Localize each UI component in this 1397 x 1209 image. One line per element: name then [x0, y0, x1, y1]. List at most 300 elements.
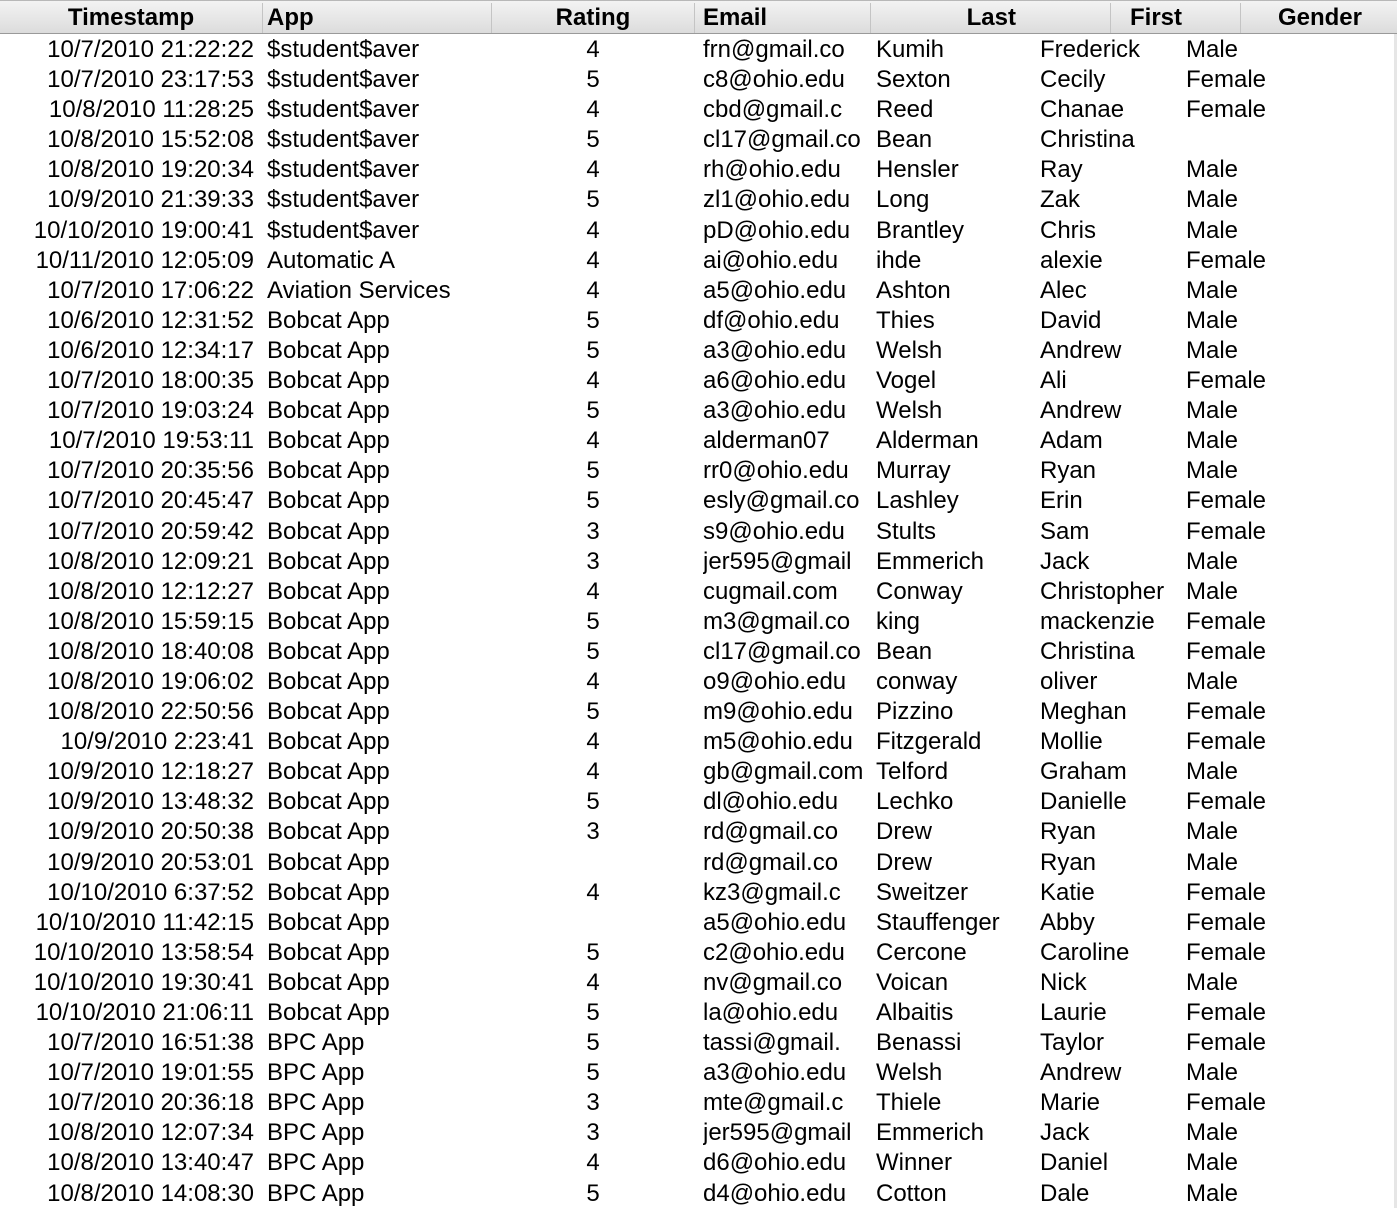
cell-app[interactable]: $student$aver	[267, 186, 420, 214]
cell-gender[interactable]: Male	[1186, 336, 1239, 364]
cell-email[interactable]: d4@ohio.edu	[703, 1179, 847, 1207]
cell-first[interactable]: Graham	[1040, 758, 1127, 786]
cell-timestamp[interactable]: 10/10/2010 19:30:41	[33, 968, 254, 996]
table-row[interactable]	[0, 1148, 1397, 1178]
cell-last[interactable]: Bean	[876, 126, 933, 154]
cell-last[interactable]: Reed	[876, 96, 934, 124]
cell-first[interactable]: Caroline	[1040, 938, 1130, 966]
cell-rating[interactable]: 4	[586, 1149, 600, 1177]
cell-first[interactable]: Ryan	[1040, 818, 1097, 846]
column-divider[interactable]	[694, 3, 695, 33]
table-row[interactable]	[0, 336, 1397, 366]
cell-rating[interactable]: 5	[586, 698, 600, 726]
cell-first[interactable]: alexie	[1040, 246, 1103, 274]
cell-first[interactable]: Daniel	[1040, 1149, 1109, 1177]
cell-rating[interactable]: 5	[586, 637, 600, 665]
cell-rating[interactable]: 4	[586, 246, 600, 274]
table-row[interactable]	[0, 306, 1397, 336]
cell-app[interactable]: Bobcat App	[267, 878, 390, 906]
cell-rating[interactable]: 3	[586, 547, 600, 575]
cell-app[interactable]: Bobcat App	[267, 397, 390, 425]
table-row[interactable]	[0, 968, 1397, 998]
cell-email[interactable]: rr0@ohio.edu	[703, 457, 849, 485]
cell-first[interactable]: Frederick	[1040, 36, 1141, 63]
cell-timestamp[interactable]: 10/8/2010 14:08:30	[47, 1179, 254, 1207]
table-row[interactable]	[0, 577, 1397, 607]
cell-first[interactable]: Marie	[1040, 1089, 1101, 1117]
cell-app[interactable]: $student$aver	[267, 156, 420, 184]
cell-first[interactable]: Abby	[1040, 908, 1095, 936]
cell-email[interactable]: o9@ohio.edu	[703, 667, 847, 695]
cell-timestamp[interactable]: 10/8/2010 13:40:47	[47, 1149, 254, 1177]
cell-timestamp[interactable]: 10/10/2010 11:42:15	[35, 908, 254, 936]
table-row[interactable]	[0, 185, 1397, 215]
cell-first[interactable]: Chris	[1040, 216, 1097, 244]
cell-rating[interactable]: 5	[586, 397, 600, 425]
cell-email[interactable]: kz3@gmail.c	[703, 878, 841, 906]
cell-gender[interactable]: Female	[1186, 96, 1267, 124]
cell-email[interactable]: rd@gmail.co	[703, 818, 839, 846]
cell-gender[interactable]: Male	[1186, 1179, 1239, 1207]
cell-timestamp[interactable]: 10/10/2010 6:37:52	[47, 878, 254, 906]
cell-first[interactable]: Chanae	[1040, 96, 1125, 124]
cell-last[interactable]: Long	[876, 186, 930, 214]
cell-rating[interactable]: 5	[586, 788, 600, 816]
cell-first[interactable]: Ryan	[1040, 848, 1097, 876]
cell-email[interactable]: jer595@gmail	[703, 1119, 852, 1147]
cell-last[interactable]: Stults	[876, 517, 937, 545]
cell-timestamp[interactable]: 10/6/2010 12:31:52	[47, 306, 254, 334]
cell-first[interactable]: Dale	[1040, 1179, 1090, 1207]
cell-timestamp[interactable]: 10/9/2010 20:50:38	[47, 818, 254, 846]
cell-gender[interactable]: Male	[1186, 216, 1239, 244]
cell-rating[interactable]: 5	[586, 126, 600, 154]
table-row[interactable]	[0, 908, 1397, 938]
cell-last[interactable]: Emmerich	[876, 547, 985, 575]
table-row[interactable]	[0, 456, 1397, 486]
table-row[interactable]	[0, 35, 1397, 65]
cell-timestamp[interactable]: 10/7/2010 20:36:18	[47, 1089, 254, 1117]
cell-gender[interactable]: Male	[1186, 547, 1239, 575]
cell-timestamp[interactable]: 10/8/2010 11:28:25	[48, 96, 254, 124]
cell-app[interactable]: Bobcat App	[267, 336, 390, 364]
cell-last[interactable]: Sexton	[876, 66, 951, 94]
cell-app[interactable]: Aviation Services	[267, 276, 451, 304]
cell-first[interactable]: Alec	[1040, 276, 1087, 304]
table-row[interactable]	[0, 216, 1397, 246]
cell-email[interactable]: m5@ohio.edu	[703, 728, 853, 756]
cell-last[interactable]: ihde	[876, 246, 922, 274]
cell-app[interactable]: $student$aver	[267, 66, 420, 94]
cell-gender[interactable]: Female	[1186, 698, 1267, 726]
cell-first[interactable]: Andrew	[1040, 1059, 1122, 1087]
cell-gender[interactable]: Female	[1186, 908, 1267, 936]
cell-rating[interactable]: 4	[586, 36, 600, 63]
cell-timestamp[interactable]: 10/7/2010 20:59:42	[47, 517, 254, 545]
cell-app[interactable]: Bobcat App	[267, 427, 390, 455]
cell-gender[interactable]: Male	[1186, 968, 1239, 996]
cell-rating[interactable]: 5	[586, 457, 600, 485]
table-row[interactable]	[0, 938, 1397, 968]
column-header-email[interactable]: Email	[703, 4, 768, 31]
cell-app[interactable]: Bobcat App	[267, 607, 390, 635]
cell-app[interactable]: Bobcat App	[267, 517, 390, 545]
cell-first[interactable]: Christina	[1040, 637, 1135, 665]
cell-gender[interactable]: Female	[1186, 637, 1267, 665]
cell-timestamp[interactable]: 10/11/2010 12:05:09	[35, 246, 254, 274]
cell-app[interactable]: Bobcat App	[267, 758, 390, 786]
cell-gender[interactable]: Male	[1186, 276, 1239, 304]
table-row[interactable]	[0, 817, 1397, 847]
table-row[interactable]	[0, 125, 1397, 155]
cell-first[interactable]: Nick	[1040, 968, 1087, 996]
cell-email[interactable]: df@ohio.edu	[703, 306, 840, 334]
cell-first[interactable]: Katie	[1040, 878, 1095, 906]
cell-rating[interactable]: 4	[586, 758, 600, 786]
cell-last[interactable]: Kumih	[876, 36, 945, 63]
cell-rating[interactable]: 4	[586, 968, 600, 996]
cell-timestamp[interactable]: 10/9/2010 13:48:32	[47, 788, 254, 816]
cell-last[interactable]: Thiele	[876, 1089, 942, 1117]
cell-app[interactable]: Bobcat App	[267, 667, 390, 695]
cell-app[interactable]: Bobcat App	[267, 487, 390, 515]
cell-rating[interactable]: 4	[586, 878, 600, 906]
cell-first[interactable]: Laurie	[1040, 999, 1107, 1026]
cell-timestamp[interactable]: 10/7/2010 19:01:55	[47, 1059, 254, 1087]
cell-gender[interactable]: Female	[1186, 487, 1267, 515]
table-row[interactable]	[0, 95, 1397, 125]
cell-timestamp[interactable]: 10/9/2010 2:23:41	[60, 728, 254, 756]
cell-timestamp[interactable]: 10/8/2010 12:09:21	[47, 547, 254, 575]
cell-first[interactable]: mackenzie	[1040, 607, 1155, 635]
cell-last[interactable]: Drew	[876, 818, 933, 846]
column-divider[interactable]	[491, 3, 492, 33]
cell-timestamp[interactable]: 10/9/2010 12:18:27	[47, 758, 254, 786]
column-header-app[interactable]: App	[267, 4, 314, 31]
cell-app[interactable]: Bobcat App	[267, 938, 390, 966]
cell-gender[interactable]: Male	[1186, 457, 1239, 485]
column-header-rating[interactable]: Rating	[555, 4, 631, 31]
cell-timestamp[interactable]: 10/7/2010 19:53:11	[48, 427, 254, 455]
column-header-gender[interactable]: Gender	[1277, 4, 1362, 31]
cell-first[interactable]: Mollie	[1040, 728, 1103, 756]
cell-last[interactable]: Sweitzer	[876, 878, 969, 906]
cell-gender[interactable]: Female	[1186, 66, 1267, 94]
cell-gender[interactable]: Male	[1186, 156, 1239, 184]
cell-gender[interactable]: Male	[1186, 427, 1239, 455]
table-row[interactable]	[0, 517, 1397, 547]
cell-rating[interactable]: 4	[586, 577, 600, 605]
cell-app[interactable]: $student$aver	[267, 96, 420, 124]
cell-rating[interactable]: 4	[586, 96, 600, 124]
cell-first[interactable]: Andrew	[1040, 397, 1122, 425]
cell-rating[interactable]: 5	[586, 938, 600, 966]
cell-timestamp[interactable]: 10/7/2010 16:51:38	[47, 1029, 254, 1057]
cell-email[interactable]: la@ohio.edu	[703, 999, 839, 1026]
cell-email[interactable]: jer595@gmail	[703, 547, 852, 575]
column-divider[interactable]	[870, 3, 871, 33]
cell-last[interactable]: Welsh	[876, 397, 943, 425]
cell-email[interactable]: cl17@gmail.co	[703, 126, 861, 154]
cell-last[interactable]: Lechko	[876, 788, 954, 816]
cell-app[interactable]: Bobcat App	[267, 698, 390, 726]
cell-rating[interactable]: 3	[586, 517, 600, 545]
cell-timestamp[interactable]: 10/10/2010 21:06:11	[35, 999, 254, 1026]
cell-email[interactable]: s9@ohio.edu	[703, 517, 845, 545]
cell-rating[interactable]: 3	[586, 1089, 600, 1117]
cell-first[interactable]: Ali	[1040, 367, 1067, 395]
cell-gender[interactable]: Male	[1186, 306, 1239, 334]
cell-timestamp[interactable]: 10/7/2010 17:06:22	[47, 276, 254, 304]
cell-last[interactable]: Fitzgerald	[876, 728, 982, 756]
cell-first[interactable]: David	[1040, 306, 1102, 334]
cell-rating[interactable]: 5	[586, 336, 600, 364]
cell-email[interactable]: dl@ohio.edu	[703, 788, 839, 816]
cell-email[interactable]: m3@gmail.co	[703, 607, 851, 635]
cell-rating[interactable]: 5	[586, 66, 600, 94]
cell-timestamp[interactable]: 10/7/2010 18:00:35	[47, 367, 254, 395]
table-row[interactable]	[0, 637, 1397, 667]
cell-app[interactable]: Bobcat App	[267, 908, 390, 936]
cell-last[interactable]: Welsh	[876, 1059, 943, 1087]
cell-rating[interactable]: 4	[586, 216, 600, 244]
table-row[interactable]	[0, 787, 1397, 817]
cell-app[interactable]: $student$aver	[267, 126, 420, 154]
cell-gender[interactable]: Female	[1186, 607, 1267, 635]
cell-last[interactable]: Murray	[876, 457, 951, 485]
cell-rating[interactable]: 4	[586, 367, 600, 395]
cell-gender[interactable]: Male	[1186, 1149, 1239, 1177]
cell-gender[interactable]: Female	[1186, 1089, 1267, 1117]
cell-rating[interactable]: 5	[586, 1179, 600, 1207]
cell-app[interactable]: Bobcat App	[267, 848, 390, 876]
cell-rating[interactable]: 5	[586, 999, 600, 1026]
cell-gender[interactable]: Female	[1186, 367, 1267, 395]
cell-last[interactable]: Telford	[876, 758, 949, 786]
cell-first[interactable]: Ray	[1040, 156, 1083, 184]
cell-timestamp[interactable]: 10/7/2010 21:22:22	[47, 36, 254, 63]
cell-gender[interactable]: Male	[1186, 36, 1239, 63]
cell-rating[interactable]: 3	[586, 1119, 600, 1147]
cell-first[interactable]: Ryan	[1040, 457, 1097, 485]
cell-last[interactable]: Voican	[876, 968, 949, 996]
cell-rating[interactable]: 4	[586, 427, 600, 455]
cell-first[interactable]: Jack	[1040, 547, 1090, 575]
cell-gender[interactable]: Male	[1186, 848, 1239, 876]
cell-email[interactable]: pD@ohio.edu	[703, 216, 851, 244]
cell-email[interactable]: alderman07	[703, 427, 830, 455]
cell-email[interactable]: esly@gmail.co	[703, 487, 860, 515]
cell-last[interactable]: Ashton	[876, 276, 951, 304]
cell-last[interactable]: king	[876, 607, 921, 635]
cell-gender[interactable]: Female	[1186, 999, 1267, 1026]
cell-email[interactable]: a3@ohio.edu	[703, 336, 847, 364]
cell-gender[interactable]: Male	[1186, 758, 1239, 786]
cell-gender[interactable]: Female	[1186, 728, 1267, 756]
cell-app[interactable]: BPC App	[267, 1089, 365, 1117]
cell-gender[interactable]: Female	[1186, 246, 1267, 274]
column-header-first[interactable]: First	[1129, 4, 1182, 31]
cell-app[interactable]: Bobcat App	[267, 577, 390, 605]
cell-first[interactable]: Erin	[1040, 487, 1083, 515]
cell-first[interactable]: Taylor	[1040, 1029, 1105, 1057]
cell-last[interactable]: Thies	[876, 306, 935, 334]
cell-app[interactable]: Bobcat App	[267, 968, 390, 996]
cell-rating[interactable]	[545, 848, 641, 878]
cell-app[interactable]: Bobcat App	[267, 818, 390, 846]
cell-timestamp[interactable]: 10/7/2010 20:35:56	[47, 457, 254, 485]
cell-rating[interactable]: 5	[586, 186, 600, 214]
cell-last[interactable]: Bean	[876, 637, 933, 665]
cell-app[interactable]: BPC App	[267, 1179, 365, 1207]
cell-email[interactable]: frn@gmail.co	[703, 36, 845, 63]
cell-email[interactable]: cugmail.com	[703, 577, 838, 605]
cell-email[interactable]: a5@ohio.edu	[703, 276, 847, 304]
cell-email[interactable]: gb@gmail.com	[703, 758, 864, 786]
cell-email[interactable]: rh@ohio.edu	[703, 156, 841, 184]
cell-gender[interactable]: Male	[1186, 186, 1239, 214]
cell-app[interactable]: BPC App	[267, 1119, 365, 1147]
cell-email[interactable]: a6@ohio.edu	[703, 367, 847, 395]
cell-gender[interactable]: Female	[1186, 788, 1267, 816]
cell-rating[interactable]: 5	[586, 306, 600, 334]
cell-timestamp[interactable]: 10/8/2010 18:40:08	[47, 637, 254, 665]
cell-timestamp[interactable]: 10/7/2010 19:03:24	[47, 397, 254, 425]
cell-email[interactable]: a5@ohio.edu	[703, 908, 847, 936]
cell-gender[interactable]: Male	[1186, 1059, 1239, 1087]
cell-email[interactable]: a3@ohio.edu	[703, 1059, 847, 1087]
table-row[interactable]	[0, 848, 1397, 878]
cell-last[interactable]: Benassi	[876, 1029, 962, 1057]
cell-gender[interactable]: Female	[1186, 878, 1267, 906]
column-header-last[interactable]: Last	[966, 4, 1016, 31]
cell-app[interactable]: Bobcat App	[267, 637, 390, 665]
table-row[interactable]	[0, 757, 1397, 787]
cell-timestamp[interactable]: 10/8/2010 15:52:08	[47, 126, 254, 154]
cell-rating[interactable]: 3	[586, 818, 600, 846]
cell-email[interactable]: cl17@gmail.co	[703, 637, 861, 665]
cell-last[interactable]: conway	[876, 667, 958, 695]
cell-first[interactable]: Christina	[1040, 126, 1135, 154]
cell-email[interactable]: cbd@gmail.c	[703, 96, 843, 124]
cell-timestamp[interactable]: 10/10/2010 13:58:54	[33, 938, 254, 966]
column-divider[interactable]	[262, 3, 263, 33]
cell-first[interactable]: Sam	[1040, 517, 1090, 545]
cell-email[interactable]: mte@gmail.c	[703, 1089, 844, 1117]
cell-last[interactable]: Stauffenger	[876, 908, 1000, 936]
cell-email[interactable]: c8@ohio.edu	[703, 66, 845, 94]
cell-timestamp[interactable]: 10/9/2010 20:53:01	[47, 848, 254, 876]
cell-app[interactable]: $student$aver	[267, 36, 420, 63]
cell-email[interactable]: m9@ohio.edu	[703, 698, 853, 726]
cell-last[interactable]: Alderman	[876, 427, 979, 455]
cell-rating[interactable]: 5	[586, 487, 600, 515]
table-row[interactable]	[0, 878, 1397, 908]
cell-app[interactable]: Bobcat App	[267, 999, 390, 1026]
table-row[interactable]	[0, 246, 1397, 276]
table-row[interactable]	[0, 727, 1397, 757]
table-row[interactable]	[0, 667, 1397, 697]
cell-gender[interactable]: Male	[1186, 1119, 1239, 1147]
cell-rating[interactable]: 5	[586, 1029, 600, 1057]
cell-app[interactable]: Automatic A	[267, 246, 396, 274]
cell-first[interactable]: Danielle	[1040, 788, 1127, 816]
table-row[interactable]	[0, 697, 1397, 727]
cell-first[interactable]: oliver	[1040, 667, 1098, 695]
cell-email[interactable]: a3@ohio.edu	[703, 397, 847, 425]
cell-first[interactable]: Christopher	[1040, 577, 1165, 605]
cell-rating[interactable]	[545, 908, 641, 938]
cell-timestamp[interactable]: 10/8/2010 12:12:27	[47, 577, 254, 605]
table-row[interactable]	[0, 1028, 1397, 1058]
cell-rating[interactable]: 4	[586, 667, 600, 695]
cell-app[interactable]: Bobcat App	[267, 367, 390, 395]
cell-first[interactable]: Zak	[1040, 186, 1081, 214]
cell-timestamp[interactable]: 10/7/2010 20:45:47	[47, 487, 254, 515]
cell-app[interactable]: Bobcat App	[267, 306, 390, 334]
cell-last[interactable]: Welsh	[876, 336, 943, 364]
table-row[interactable]	[0, 1118, 1397, 1148]
table-row[interactable]	[0, 1179, 1397, 1209]
cell-email[interactable]: ai@ohio.edu	[703, 246, 839, 274]
table-row[interactable]	[0, 998, 1397, 1028]
table-row[interactable]	[0, 396, 1397, 426]
cell-first[interactable]: Adam	[1040, 427, 1103, 455]
cell-email[interactable]: d6@ohio.edu	[703, 1149, 847, 1177]
cell-app[interactable]: BPC App	[267, 1059, 365, 1087]
table-row[interactable]	[0, 486, 1397, 516]
table-row[interactable]	[0, 607, 1397, 637]
cell-last[interactable]: Drew	[876, 848, 933, 876]
cell-rating[interactable]: 4	[586, 728, 600, 756]
cell-app[interactable]: BPC App	[267, 1149, 365, 1177]
table-row[interactable]	[0, 547, 1397, 577]
cell-gender[interactable]: Male	[1186, 577, 1239, 605]
cell-rating[interactable]: 4	[586, 156, 600, 184]
cell-app[interactable]: Bobcat App	[267, 788, 390, 816]
cell-last[interactable]: Cotton	[876, 1179, 947, 1207]
cell-email[interactable]: nv@gmail.co	[703, 968, 843, 996]
cell-app[interactable]: Bobcat App	[267, 547, 390, 575]
cell-timestamp[interactable]: 10/7/2010 23:17:53	[47, 66, 254, 94]
cell-timestamp[interactable]: 10/10/2010 19:00:41	[33, 216, 254, 244]
cell-last[interactable]: Winner	[876, 1149, 953, 1177]
table-row[interactable]	[0, 1058, 1397, 1088]
table-row[interactable]	[0, 276, 1397, 306]
cell-last[interactable]: Hensler	[876, 156, 959, 184]
cell-timestamp[interactable]: 10/9/2010 21:39:33	[47, 186, 254, 214]
table-row[interactable]	[0, 366, 1397, 396]
cell-gender[interactable]	[1186, 125, 1306, 155]
cell-last[interactable]: Pizzino	[876, 698, 954, 726]
cell-rating[interactable]: 5	[586, 1059, 600, 1087]
cell-last[interactable]: Emmerich	[876, 1119, 985, 1147]
table-row[interactable]	[0, 1088, 1397, 1118]
cell-email[interactable]: rd@gmail.co	[703, 848, 839, 876]
table-row[interactable]	[0, 155, 1397, 185]
cell-timestamp[interactable]: 10/8/2010 12:07:34	[47, 1119, 254, 1147]
cell-app[interactable]: Bobcat App	[267, 728, 390, 756]
cell-email[interactable]: c2@ohio.edu	[703, 938, 845, 966]
cell-last[interactable]: Cercone	[876, 938, 967, 966]
column-header-timestamp[interactable]: Timestamp	[67, 4, 195, 31]
cell-app[interactable]: BPC App	[267, 1029, 365, 1057]
cell-app[interactable]: $student$aver	[267, 216, 420, 244]
cell-timestamp[interactable]: 10/8/2010 22:50:56	[47, 698, 254, 726]
cell-gender[interactable]: Male	[1186, 667, 1239, 695]
cell-last[interactable]: Conway	[876, 577, 963, 605]
cell-email[interactable]: zl1@ohio.edu	[703, 186, 851, 214]
